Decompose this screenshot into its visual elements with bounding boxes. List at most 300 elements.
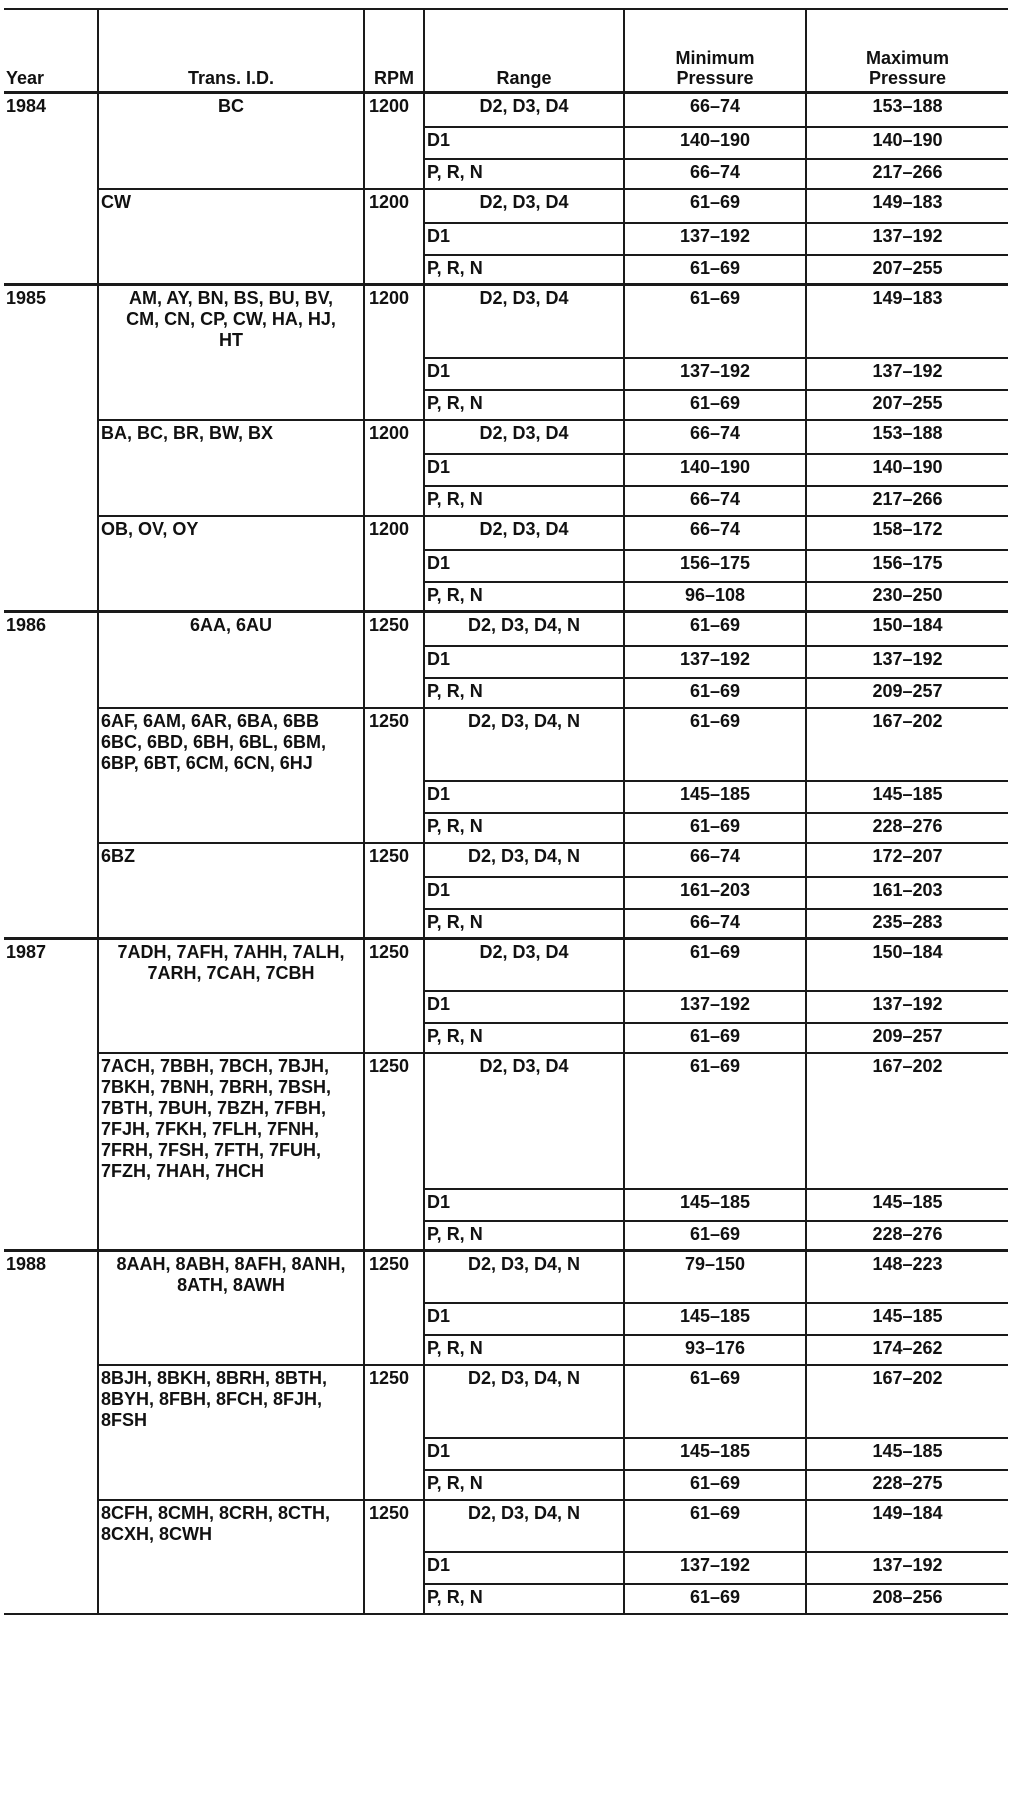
- cell-year: [4, 612, 98, 939]
- cell-range: [424, 939, 624, 991]
- cell-trans-id: [98, 843, 364, 939]
- cell-max-value: 167–202: [872, 1055, 943, 1076]
- cell-min: [624, 1470, 806, 1500]
- cell-min: [624, 390, 806, 420]
- cell-range: [424, 189, 624, 223]
- cell-max-value: 209–257: [872, 1025, 943, 1046]
- cell-min-value: 61–69: [689, 1055, 741, 1076]
- header-rpm: RPM: [364, 9, 424, 93]
- cell-trans-id: [98, 285, 364, 420]
- cell-rpm: [364, 516, 424, 612]
- cell-min: [624, 678, 806, 708]
- cell-rpm: [364, 285, 424, 420]
- cell-max-value: 230–250: [872, 584, 943, 605]
- cell-max-value: 161–203: [872, 879, 943, 900]
- cell-max-value: 217–266: [872, 161, 943, 182]
- cell-range: [424, 93, 624, 127]
- cell-min-value: 61–69: [689, 615, 741, 635]
- cell-min: [624, 909, 806, 939]
- cell-min-value: 161–203: [679, 879, 751, 900]
- rpm-value: 1200: [369, 96, 410, 116]
- cell-rpm: [364, 1500, 424, 1614]
- cell-range-value: D2, D3, D4, N: [467, 615, 581, 635]
- cell-min: [624, 1221, 806, 1251]
- cell-range: [424, 420, 624, 454]
- trans-id-line: 8FSH: [101, 1409, 148, 1430]
- cell-min: [624, 1189, 806, 1221]
- cell-range: [424, 781, 624, 813]
- cell-max-value: 208–256: [872, 1586, 943, 1607]
- cell-max: [806, 486, 1008, 516]
- cell-rpm: [364, 843, 424, 939]
- cell-rpm: [364, 93, 424, 189]
- cell-min: [624, 708, 806, 781]
- cell-max-value: 167–202: [872, 1367, 943, 1388]
- cell-trans-id: [98, 1251, 364, 1365]
- cell-max: [806, 939, 1008, 991]
- cell-trans-id: [98, 189, 364, 285]
- table-row: [4, 516, 1008, 550]
- cell-max: [806, 1335, 1008, 1365]
- cell-range-value: D2, D3, D4: [479, 422, 569, 443]
- cell-max-value: 150–184: [872, 942, 943, 962]
- cell-range-value: P, R, N: [427, 584, 483, 605]
- cell-trans-id: [98, 93, 364, 189]
- cell-min: [624, 550, 806, 582]
- cell-range-value: D2, D3, D4, N: [467, 845, 581, 866]
- cell-max: [806, 159, 1008, 189]
- cell-range-value: D2, D3, D4, N: [467, 710, 581, 731]
- cell-range: [424, 991, 624, 1023]
- cell-range: [424, 612, 624, 646]
- year-value: 1984: [6, 96, 47, 116]
- cell-min: [624, 877, 806, 909]
- trans-id-line: 7ADH, 7AFH, 7AHH, 7ALH,: [117, 942, 345, 962]
- cell-min: [624, 127, 806, 159]
- table-row: [4, 420, 1008, 454]
- cell-min-value: 145–185: [679, 1440, 751, 1461]
- cell-min-value: 61–69: [689, 710, 741, 731]
- cell-min: [624, 223, 806, 255]
- cell-min: [624, 486, 806, 516]
- cell-max: [806, 390, 1008, 420]
- cell-min: [624, 1552, 806, 1584]
- trans-id-line: 6BZ: [101, 845, 136, 866]
- cell-max: [806, 550, 1008, 582]
- cell-min: [624, 358, 806, 390]
- cell-min: [624, 454, 806, 486]
- cell-trans-id: [98, 420, 364, 516]
- cell-rpm: [364, 189, 424, 285]
- cell-range-value: P, R, N: [427, 257, 483, 278]
- cell-min: [624, 159, 806, 189]
- cell-min-value: 66–74: [689, 96, 741, 116]
- cell-range: [424, 1552, 624, 1584]
- cell-rpm: [364, 420, 424, 516]
- cell-year: [4, 1251, 98, 1614]
- trans-id-line: BC: [218, 96, 244, 116]
- cell-max: [806, 255, 1008, 285]
- cell-min: [624, 1303, 806, 1335]
- cell-range-value: D1: [427, 1554, 451, 1575]
- table-row: [4, 939, 1008, 991]
- cell-range: [424, 1053, 624, 1189]
- table-row: [4, 1053, 1008, 1189]
- cell-min: [624, 285, 806, 358]
- cell-range: [424, 1303, 624, 1335]
- cell-max: [806, 781, 1008, 813]
- cell-min: [624, 1053, 806, 1189]
- cell-min-value: 137–192: [679, 225, 751, 246]
- cell-rpm: [364, 708, 424, 843]
- cell-min: [624, 1365, 806, 1438]
- rpm-value: 1250: [369, 1367, 410, 1388]
- cell-max-value: 145–185: [872, 1305, 943, 1326]
- cell-rpm: [364, 939, 424, 1053]
- cell-max-value: 137–192: [872, 648, 943, 669]
- cell-range-value: D1: [427, 456, 451, 477]
- cell-max: [806, 1189, 1008, 1221]
- line-pressure-table: [4, 8, 1008, 1615]
- cell-min: [624, 1023, 806, 1053]
- cell-max-value: 174–262: [872, 1337, 943, 1358]
- year-value: 1987: [6, 942, 47, 962]
- cell-range-value: D2, D3, D4: [479, 288, 569, 308]
- cell-range-value: D1: [427, 993, 451, 1014]
- cell-max: [806, 93, 1008, 127]
- cell-min-value: 145–185: [679, 1305, 751, 1326]
- cell-min-value: 61–69: [689, 1367, 741, 1388]
- cell-trans-id: [98, 708, 364, 843]
- cell-year: [4, 939, 98, 1251]
- cell-max-value: 153–188: [872, 96, 943, 116]
- cell-max-value: 207–255: [872, 392, 943, 413]
- cell-trans-id: [98, 612, 364, 708]
- cell-range: [424, 390, 624, 420]
- cell-trans-id: [98, 1365, 364, 1500]
- trans-id-line: 7FRH, 7FSH, 7FTH, 7FUH,: [101, 1139, 322, 1160]
- cell-range: [424, 1470, 624, 1500]
- cell-max: [806, 1221, 1008, 1251]
- cell-min: [624, 939, 806, 991]
- cell-max-value: 145–185: [872, 1440, 943, 1461]
- cell-min: [624, 189, 806, 223]
- cell-range-value: D2, D3, D4: [479, 518, 569, 539]
- cell-min: [624, 781, 806, 813]
- cell-max-value: 228–276: [872, 815, 943, 836]
- trans-id-line: 8BJH, 8BKH, 8BRH, 8BTH,: [101, 1367, 328, 1388]
- cell-min: [624, 1584, 806, 1614]
- cell-min-value: 140–190: [679, 129, 751, 150]
- trans-id-line: 6AA, 6AU: [189, 615, 273, 635]
- rpm-value: 1200: [369, 191, 410, 212]
- cell-min-value: 61–69: [689, 1502, 741, 1523]
- cell-year: [4, 93, 98, 285]
- cell-min-value: 61–69: [689, 1472, 741, 1493]
- cell-range: [424, 127, 624, 159]
- cell-range: [424, 1189, 624, 1221]
- cell-min-value: 137–192: [679, 360, 751, 381]
- table-row: [4, 612, 1008, 646]
- cell-min-value: 61–69: [689, 680, 741, 701]
- cell-range: [424, 1023, 624, 1053]
- rpm-value: 1250: [369, 845, 410, 866]
- cell-rpm: [364, 1365, 424, 1500]
- table-row: [4, 708, 1008, 781]
- cell-range-value: D2, D3, D4: [479, 96, 569, 116]
- cell-max-value: 140–190: [872, 129, 943, 150]
- trans-id-line: 8CXH, 8CWH: [101, 1523, 213, 1544]
- cell-max: [806, 516, 1008, 550]
- cell-min: [624, 646, 806, 678]
- trans-id-line: OB, OV, OY: [101, 518, 199, 539]
- cell-range-value: D1: [427, 648, 451, 669]
- cell-range-value: D1: [427, 1440, 451, 1461]
- cell-min: [624, 93, 806, 127]
- cell-range: [424, 646, 624, 678]
- cell-range-value: P, R, N: [427, 1472, 483, 1493]
- table-row: [4, 93, 1008, 127]
- cell-min: [624, 516, 806, 550]
- cell-max-value: 145–185: [872, 1191, 943, 1212]
- cell-range: [424, 358, 624, 390]
- cell-min-value: 66–74: [689, 845, 741, 866]
- cell-min-value: 137–192: [679, 648, 751, 669]
- cell-range-value: D2, D3, D4: [479, 191, 569, 212]
- rpm-value: 1250: [369, 1502, 410, 1523]
- cell-max: [806, 646, 1008, 678]
- cell-trans-id: [98, 1500, 364, 1614]
- trans-id-line: CW: [101, 191, 131, 212]
- cell-range-value: P, R, N: [427, 680, 483, 701]
- cell-max-value: 148–223: [872, 1254, 943, 1274]
- cell-range-value: D1: [427, 225, 451, 246]
- cell-min-value: 93–176: [684, 1337, 746, 1358]
- cell-range-value: D1: [427, 879, 451, 900]
- cell-range-value: P, R, N: [427, 815, 483, 836]
- cell-range: [424, 255, 624, 285]
- cell-range-value: D1: [427, 783, 451, 804]
- cell-range: [424, 877, 624, 909]
- cell-min-value: 61–69: [689, 1025, 741, 1046]
- cell-min-value: 61–69: [689, 288, 741, 308]
- cell-range-value: P, R, N: [427, 1223, 483, 1244]
- table-body: [4, 93, 1008, 1614]
- cell-min: [624, 420, 806, 454]
- cell-min: [624, 582, 806, 612]
- cell-range-value: D1: [427, 1305, 451, 1326]
- rpm-value: 1250: [369, 710, 410, 731]
- rpm-value: 1250: [369, 1254, 410, 1274]
- cell-min: [624, 813, 806, 843]
- trans-id-line: 8ATH, 8AWH: [177, 1275, 285, 1295]
- trans-id-line: CM, CN, CP, CW, HA, HJ,: [126, 309, 336, 329]
- table-row: [4, 285, 1008, 358]
- cell-min-value: 61–69: [689, 1223, 741, 1244]
- cell-max-value: 149–183: [872, 288, 943, 308]
- trans-id-line: BA, BC, BR, BW, BX: [101, 422, 274, 443]
- cell-max-value: 149–183: [872, 191, 943, 212]
- cell-max-value: 228–276: [872, 1223, 943, 1244]
- trans-id-line: 7BTH, 7BUH, 7BZH, 7FBH,: [101, 1097, 327, 1118]
- cell-range: [424, 1221, 624, 1251]
- header-range: Range: [424, 9, 624, 93]
- cell-max-value: 137–192: [872, 360, 943, 381]
- cell-range-value: D1: [427, 360, 451, 381]
- cell-max-value: 207–255: [872, 257, 943, 278]
- cell-min: [624, 255, 806, 285]
- trans-id-line: 8CFH, 8CMH, 8CRH, 8CTH,: [101, 1502, 331, 1523]
- cell-min-value: 61–69: [689, 257, 741, 278]
- cell-min-value: 66–74: [689, 911, 741, 932]
- cell-year: [4, 285, 98, 612]
- cell-range: [424, 159, 624, 189]
- cell-range-value: P, R, N: [427, 1337, 483, 1358]
- year-value: 1988: [6, 1254, 47, 1274]
- cell-min-value: 66–74: [689, 488, 741, 509]
- cell-max: [806, 1053, 1008, 1189]
- rpm-value: 1250: [369, 942, 410, 962]
- cell-min-value: 79–150: [684, 1254, 746, 1274]
- cell-trans-id: [98, 516, 364, 612]
- cell-max: [806, 1500, 1008, 1552]
- cell-max: [806, 1584, 1008, 1614]
- table-row: [4, 1500, 1008, 1552]
- table-header: [4, 9, 1008, 93]
- cell-range-value: P, R, N: [427, 161, 483, 182]
- cell-range: [424, 1335, 624, 1365]
- trans-id-line: 6AF, 6AM, 6AR, 6BA, 6BB: [101, 710, 320, 731]
- header-trans-id: Trans. I.D.: [98, 9, 364, 93]
- cell-max: [806, 678, 1008, 708]
- cell-max: [806, 843, 1008, 877]
- cell-max: [806, 358, 1008, 390]
- cell-max-value: 137–192: [872, 225, 943, 246]
- cell-range: [424, 486, 624, 516]
- cell-max: [806, 708, 1008, 781]
- trans-id-line: AM, AY, BN, BS, BU, BV,: [128, 288, 334, 308]
- cell-max: [806, 877, 1008, 909]
- cell-max-value: 217–266: [872, 488, 943, 509]
- cell-min: [624, 991, 806, 1023]
- cell-range: [424, 223, 624, 255]
- table-row: [4, 1365, 1008, 1438]
- cell-range: [424, 843, 624, 877]
- cell-max-value: 228–275: [872, 1472, 943, 1493]
- cell-range: [424, 1584, 624, 1614]
- cell-min: [624, 1500, 806, 1552]
- cell-max: [806, 1365, 1008, 1438]
- cell-max-value: 149–184: [872, 1502, 943, 1523]
- cell-max: [806, 813, 1008, 843]
- cell-range: [424, 582, 624, 612]
- cell-range: [424, 516, 624, 550]
- trans-id-line: 7FJH, 7FKH, 7FLH, 7FNH,: [101, 1118, 320, 1139]
- cell-range: [424, 454, 624, 486]
- cell-range-value: D2, D3, D4, N: [467, 1502, 581, 1523]
- cell-min-value: 61–69: [689, 815, 741, 836]
- cell-max: [806, 127, 1008, 159]
- cell-max: [806, 1438, 1008, 1470]
- cell-range-value: P, R, N: [427, 488, 483, 509]
- cell-max-value: 235–283: [872, 911, 943, 932]
- rpm-value: 1250: [369, 1055, 410, 1076]
- table-row: [4, 189, 1008, 223]
- cell-max: [806, 223, 1008, 255]
- cell-range: [424, 1438, 624, 1470]
- rpm-value: 1250: [369, 615, 410, 635]
- cell-max-value: 172–207: [872, 845, 943, 866]
- cell-trans-id: [98, 939, 364, 1053]
- cell-min-value: 140–190: [679, 456, 751, 477]
- trans-id-line: 7ARH, 7CAH, 7CBH: [147, 963, 315, 983]
- cell-min: [624, 1251, 806, 1303]
- cell-max-value: 145–185: [872, 783, 943, 804]
- cell-range-value: D2, D3, D4: [479, 1055, 569, 1076]
- cell-range: [424, 1365, 624, 1438]
- cell-max-value: 137–192: [872, 993, 943, 1014]
- cell-max-value: 167–202: [872, 710, 943, 731]
- cell-min-value: 137–192: [679, 1554, 751, 1575]
- cell-max-value: 209–257: [872, 680, 943, 701]
- cell-min-value: 66–74: [689, 422, 741, 443]
- year-value: 1985: [6, 288, 47, 308]
- cell-range-value: P, R, N: [427, 1586, 483, 1607]
- cell-min-value: 66–74: [689, 161, 741, 182]
- cell-max: [806, 991, 1008, 1023]
- cell-max: [806, 420, 1008, 454]
- cell-max: [806, 285, 1008, 358]
- cell-min-value: 61–69: [689, 942, 741, 962]
- cell-range-value: P, R, N: [427, 392, 483, 413]
- cell-min: [624, 843, 806, 877]
- trans-id-line: 8BYH, 8FBH, 8FCH, 8FJH,: [101, 1388, 323, 1409]
- cell-range-value: D1: [427, 129, 451, 150]
- cell-range-value: D2, D3, D4, N: [467, 1367, 581, 1388]
- cell-range: [424, 708, 624, 781]
- cell-rpm: [364, 612, 424, 708]
- trans-id-line: 7FZH, 7HAH, 7HCH: [101, 1160, 265, 1181]
- cell-min-value: 156–175: [679, 552, 751, 573]
- cell-max-value: 137–192: [872, 1554, 943, 1575]
- cell-rpm: [364, 1251, 424, 1365]
- cell-range-value: P, R, N: [427, 911, 483, 932]
- trans-id-line: HT: [219, 330, 243, 350]
- cell-max: [806, 1303, 1008, 1335]
- cell-max-value: 156–175: [872, 552, 943, 573]
- cell-range: [424, 813, 624, 843]
- cell-max-value: 140–190: [872, 456, 943, 477]
- header-minimum-pressure: Minimum Pressure: [624, 9, 806, 93]
- trans-id-line: 6BP, 6BT, 6CM, 6CN, 6HJ: [101, 752, 313, 773]
- cell-range: [424, 550, 624, 582]
- rpm-value: 1200: [369, 288, 410, 308]
- cell-range: [424, 678, 624, 708]
- cell-max: [806, 1470, 1008, 1500]
- trans-id-line: 7BKH, 7BNH, 7BRH, 7BSH,: [101, 1076, 332, 1097]
- cell-range: [424, 1500, 624, 1552]
- cell-min-value: 61–69: [689, 1586, 741, 1607]
- rpm-value: 1200: [369, 422, 410, 443]
- table-row: [4, 843, 1008, 877]
- cell-min-value: 137–192: [679, 993, 751, 1014]
- rpm-value: 1200: [369, 518, 410, 539]
- cell-min-value: 66–74: [689, 518, 741, 539]
- cell-min: [624, 1335, 806, 1365]
- cell-range: [424, 909, 624, 939]
- cell-min-value: 96–108: [684, 584, 746, 605]
- cell-range-value: D1: [427, 1191, 451, 1212]
